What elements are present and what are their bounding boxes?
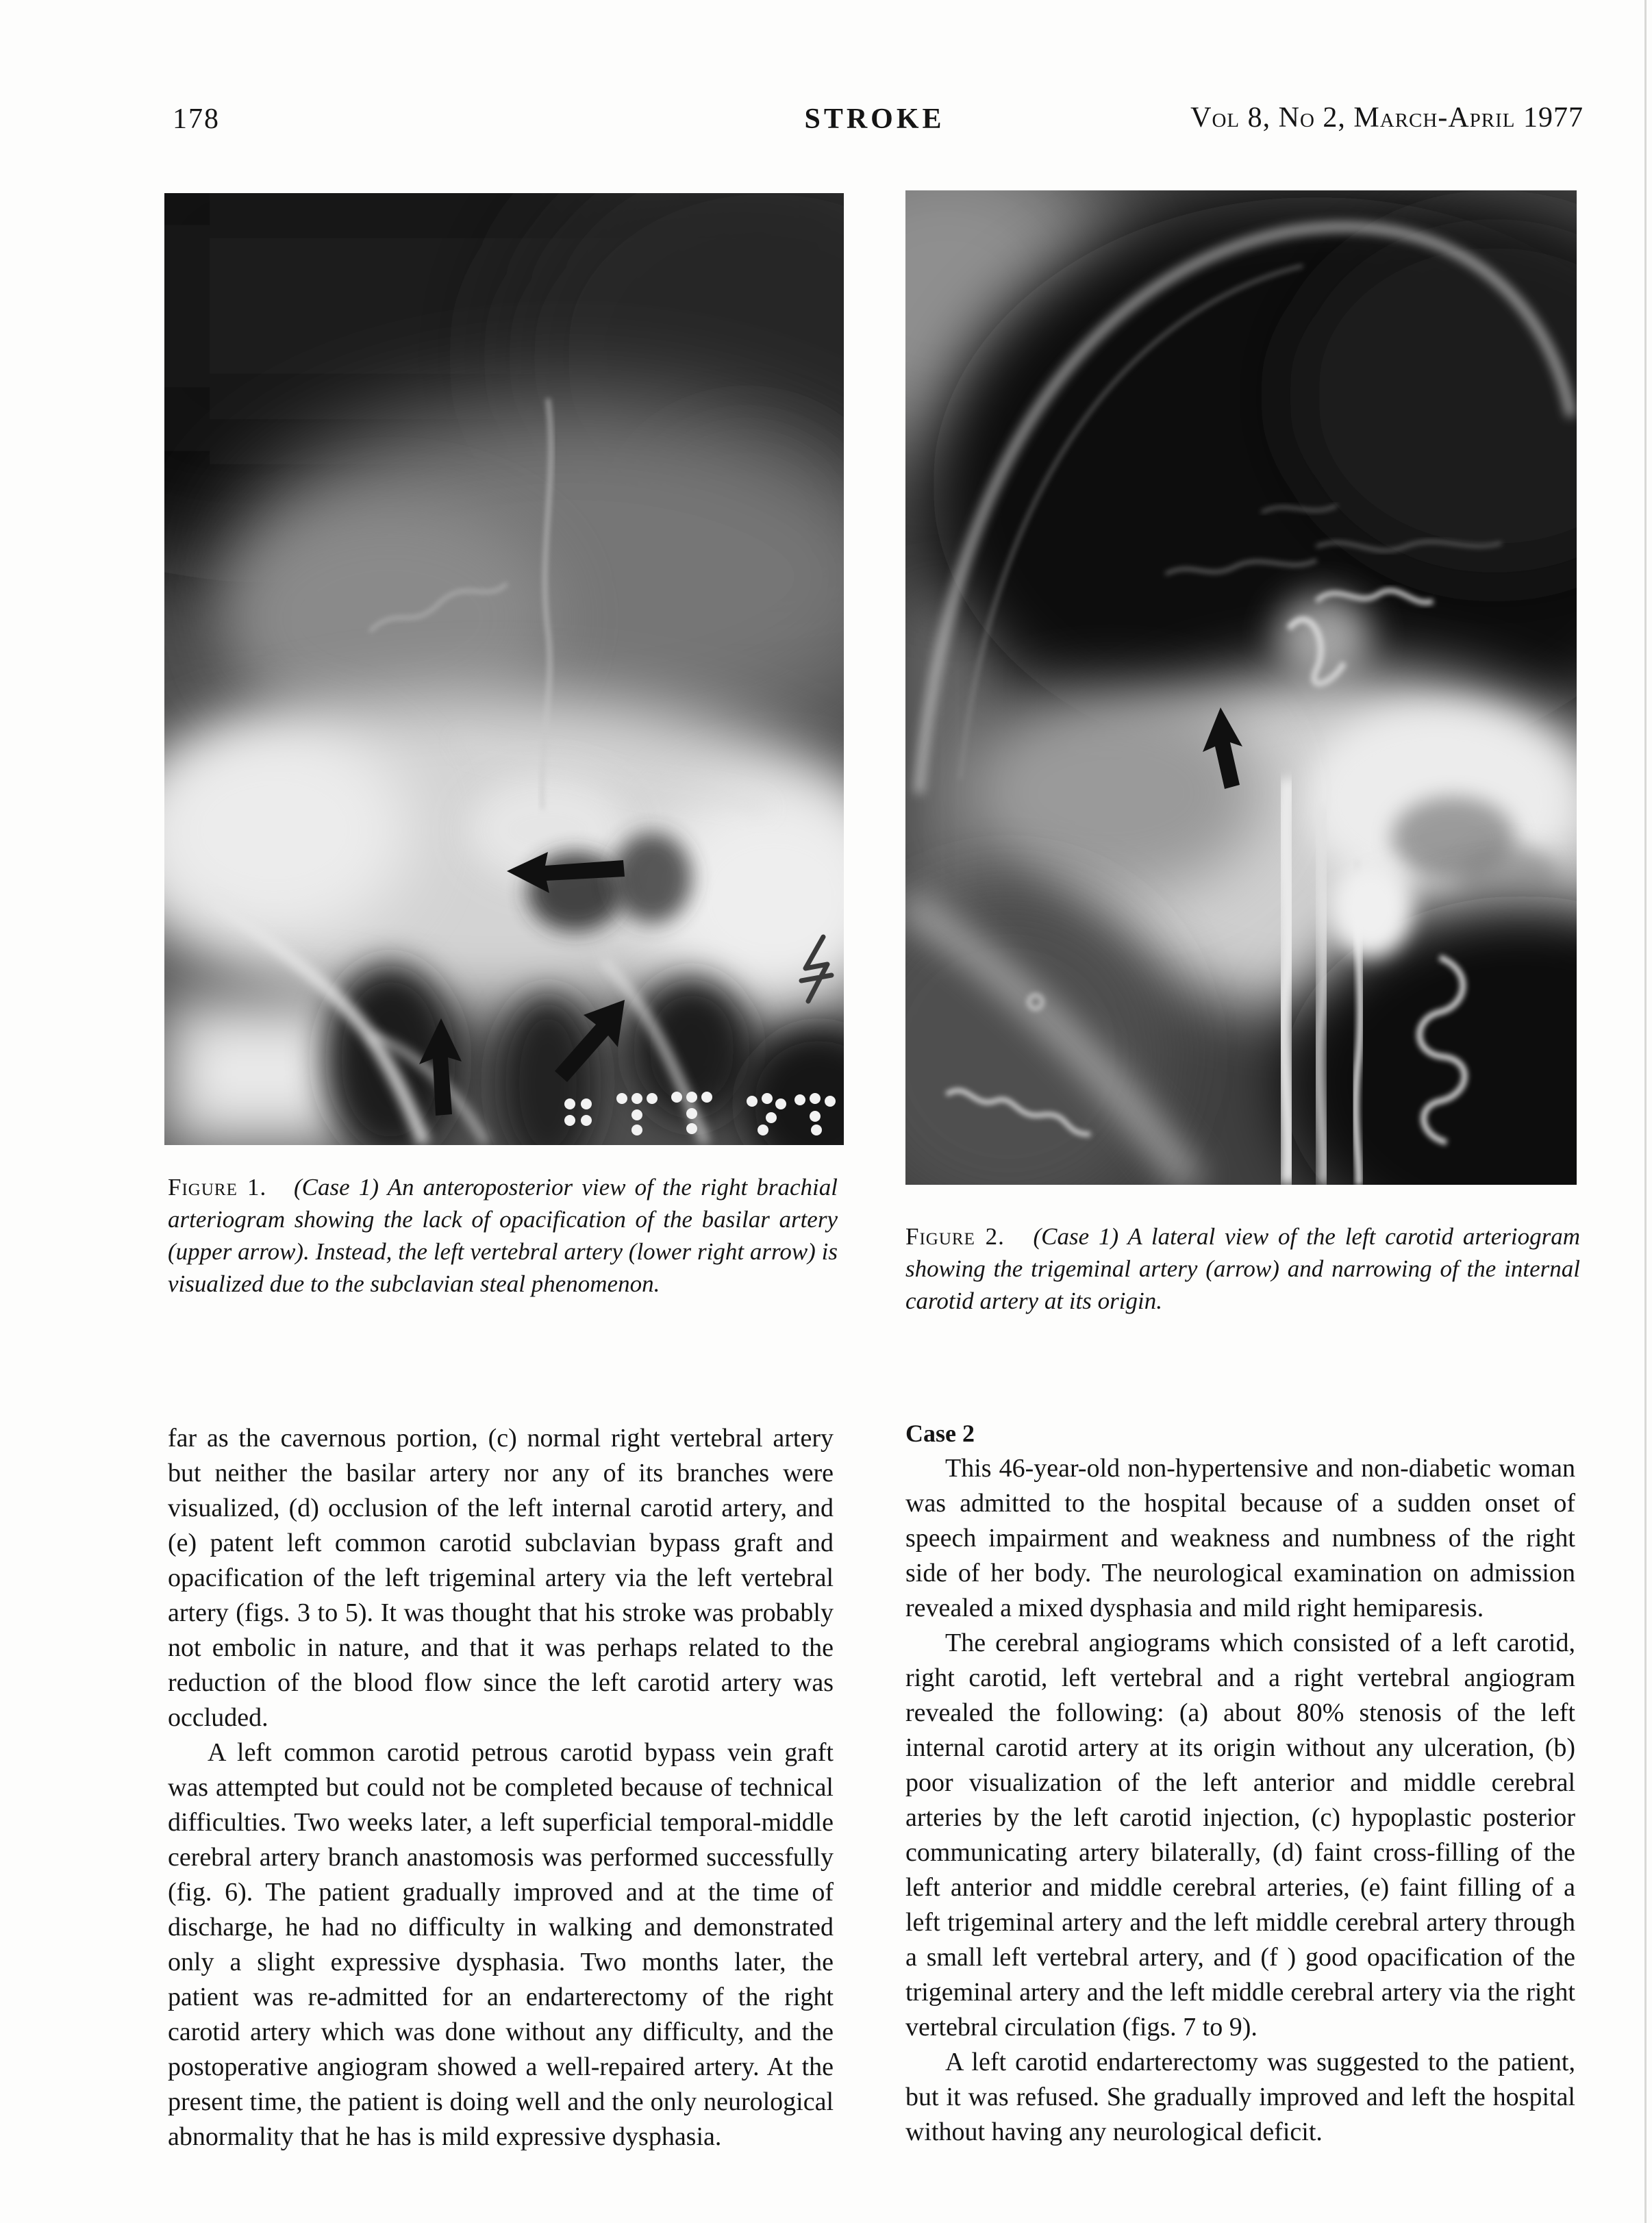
figure2-caption-text: (Case 1) A lateral view of the left carotid arteriogram showing the trigeminal artery (arrow) and narrowing of the internal carotid artery at its origin. [905,1223,1581,1314]
left-text-column [168,1421,834,2155]
figure1-caption-text: (Case 1) An anteroposterior view of the right brachial arteriogram showing the lack of opacification of the basilar artery (upper arrow). Instead, the left vertebral artery (lower right arrow) is visualized due to the subclavian steal phenomenon. [168,1174,838,1297]
right-text-column [905,1416,1575,2150]
issue-info: Vol 8, No 2, March-April 1977 [1190,102,1584,134]
figure2-caption [905,1220,1580,1317]
paragraph: This 46-year-old non-hypertensive and non-diabetic woman was admitted to the hospital because of a sudden onset of speech impairment and weakness and numbness of the right side of her body. The neurological examination on admission revealed a mixed dysphasia and mild right hemiparesis. [905,1454,1575,1622]
figure2-xray-rendering [905,190,1577,1185]
figure2-xray-image [905,190,1577,1185]
case2-heading: Case 2 [905,1420,975,1447]
paragraph: A left carotid endarterectomy was suggested to the patient, but it was refused. She gradually improved and left the hospital without having any neurological deficit. [905,2048,1575,2146]
page-number: 178 [173,103,220,135]
paragraph: A left common carotid petrous carotid bypass vein graft was attempted but could not be completed because of technical difficulties. Two weeks later, a left superficial temporal-middle cerebral artery branch anastomosis was performed successfully (fig. 6). The patient gradually improved and at the time of discharge, he had no difficulty in walking and demonstrated only a slight expressive dysphasia. Two months later, the patient was re-admitted for an endarterectomy of the right carotid artery which was done without any difficulty, and the postoperative angiogram showed a well-repaired artery. At the present time, the patient is doing well and the only neurological abnormality that he has is mild expressive dysphasia. [168,1738,834,2151]
paragraph: The cerebral angiograms which consisted of a left carotid, right carotid, left vertebral and a right vertebral angiogram revealed the following: (a) about 80% stenosis of the left internal carotid artery at its origin without any ulceration, (b) poor visualization of the left anterior and middle cerebral arteries by the left carotid injection, (c) hypoplastic posterior communicating artery bilaterally, (d) faint cross-filling of the left anterior and middle cerebral arteries, (e) faint filling of a left trigeminal artery and the left middle cerebral artery through a small left vertebral artery, and (f ) good opacification of the trigeminal artery and the left middle cerebral artery via the right vertebral circulation (figs. 7 to 9). [905,1629,1575,2042]
figure2-label: Figure 2. [905,1223,1005,1250]
scan-edge-artifact [1644,0,1647,2223]
figure1-xray-rendering [164,193,844,1145]
figure1-caption [168,1171,838,1300]
journal-title: STROKE [804,103,945,135]
figure1-xray-image [164,193,844,1145]
figure1-label: Figure 1. [168,1174,267,1201]
paragraph: far as the cavernous portion, (c) normal right vertebral artery but neither the basilar artery nor any of its branches were visualized, (d) occlusion of the left internal carotid artery, and (e) patent left common carotid subclavian bypass graft and opacification of the left trigeminal artery via the left vertebral artery (figs. 3 to 5). It was thought that his stroke was probably not embolic in nature, and that it was perhaps related to the reduction of the blood flow since the left carotid artery was occluded. [168,1424,834,1732]
